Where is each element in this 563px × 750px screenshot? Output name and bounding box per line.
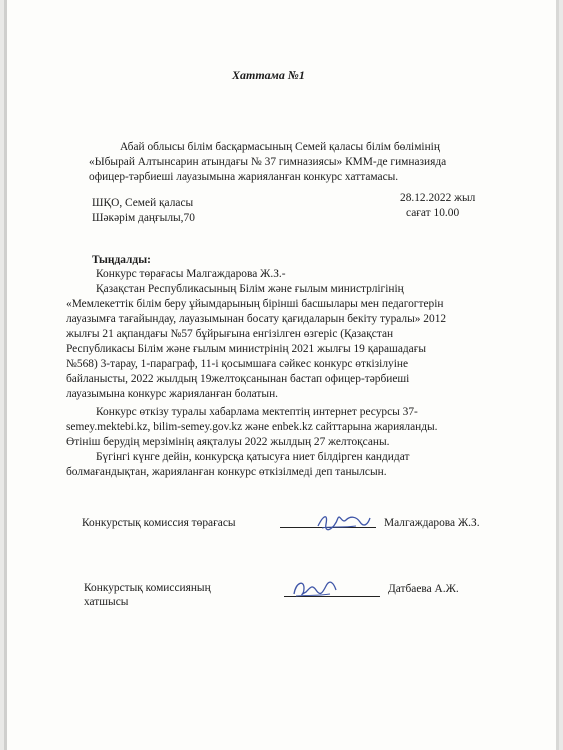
- body-line: лауазымына конкурс жарияланған болатын.: [66, 388, 279, 400]
- body-line: Республикасы Білім және ғылым министрінің 2021 жылғы 19 қарашадағы: [66, 343, 427, 355]
- chair-line: Конкурс төрағасы Малгаждарова Ж.З.-: [96, 268, 286, 280]
- body-line: лауазымға тағайындау, лауазымынан босату қағидаларын бекіту туралы» 2012: [66, 313, 447, 325]
- page-edge-left: [4, 0, 7, 750]
- announce-line: Конкурс өткізу туралы хабарлама мектептің интернет ресурсы 37-: [96, 406, 418, 418]
- listened-heading: Тыңдалды:: [92, 254, 151, 266]
- intro-line: «Ыбырай Алтынсарин атындағы № 37 гимназиясы» КММ-де гимназияда: [89, 156, 447, 168]
- intro-line: офицер-тәрбиеші лауазымына жарияланған конкурс хаттамасы.: [89, 171, 399, 183]
- place-line: Шәкәрім даңғылы,70: [92, 212, 195, 224]
- announce-line: semey.mektebi.kz, bilim-semey.gov.kz және enbek.kz сайттарына жарияланды.: [66, 421, 438, 433]
- announce-line: Өтініш берудің мерзімінің аяқталуы 2022 жылдың 27 желтоқсаны.: [66, 436, 390, 448]
- document-time: сағат 10.00: [406, 207, 460, 219]
- body-line: «Мемлекеттік білім беру ұйымдарының бірінші басшылары мен педагогтерін: [66, 298, 444, 310]
- result-line: болмағандықтан, жарияланған конкурс өткізілмеді деп танылсын.: [66, 466, 387, 478]
- result-line: Бүгінгі күнге дейін, конкурсқа қатысуға ниет білдірген кандидат: [96, 451, 410, 463]
- body-line: №568) 3-тарау, 1-параграф, 11-і қосымшаға сәйкес конкурс өткізілуіне: [66, 358, 409, 370]
- place-line: ШҚО, Семей қаласы: [92, 197, 194, 209]
- signature-name-chair: Малгаждарова Ж.З.: [384, 517, 480, 529]
- signature-name-secretary: Датбаева А.Ж.: [388, 583, 459, 595]
- chair-signature: [316, 510, 372, 534]
- secretary-signature: [290, 576, 338, 600]
- document-date: 28.12.2022 жыл: [400, 192, 476, 204]
- signature-role-chair: Конкурстық комиссия төрағасы: [82, 517, 236, 529]
- document-title: Хаттама №1: [232, 68, 305, 82]
- signature-role-secretary-line2: хатшысы: [84, 596, 129, 608]
- body-line: байланысты, 2022 жылдың 19желтоқсанынан бастап офицер-тәрбиеші: [66, 373, 410, 385]
- page-edge-right: [556, 0, 559, 750]
- body-line: жылғы 21 ақпандағы №57 бұйрығына енгізілген өзгеріс (Қазақстан: [66, 328, 394, 340]
- signature-role-secretary: Конкурстық комиссияның: [84, 582, 211, 594]
- body-line: Қазақстан Республикасының Білім және ғылым министрлігінің: [96, 283, 404, 295]
- intro-line: Абай облысы білім басқармасының Семей қаласы білім бөлімінің: [120, 141, 440, 153]
- document-page: [4, 0, 559, 750]
